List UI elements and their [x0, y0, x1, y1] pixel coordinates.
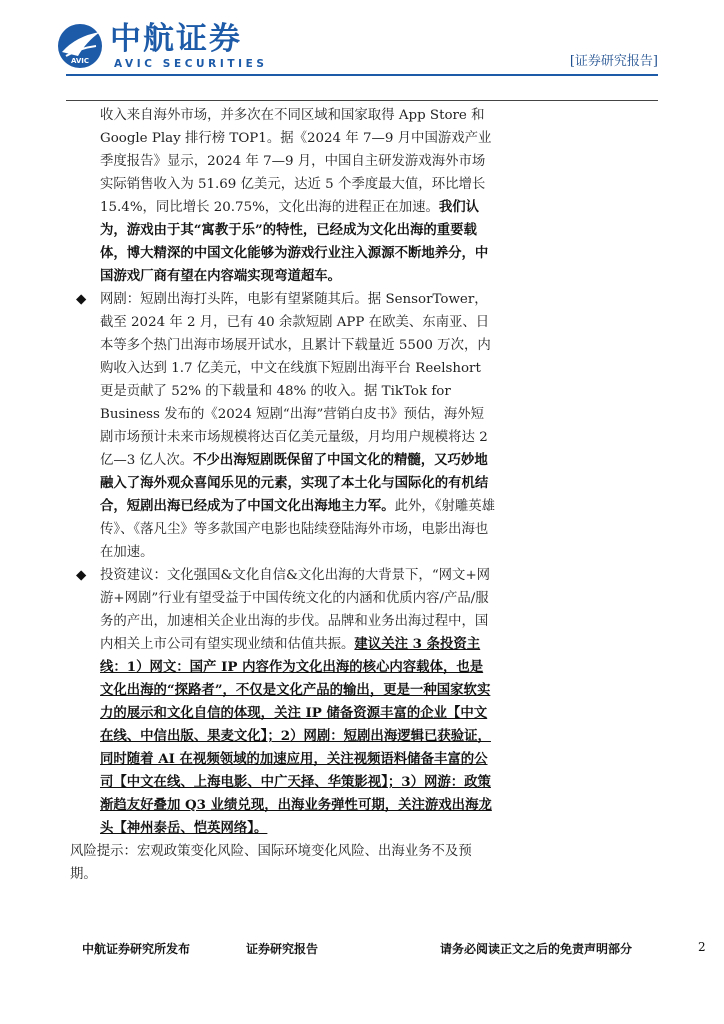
bullet-investment-advice — [76, 564, 496, 840]
investment-main-lines: 建议关注 3 条投资主线：1）网文：国产 IP 内容作为文化出海的核心内容载体，也是文化出海的“探路者”，不仅是文化产品的输出，更是一种国家软实力的展示和文化自信的体现，关注 IP 储备资源丰富的企业【中文在线、中信出版、果麦文化】；2）网剧：短剧出海逻辑已获验证，同时随着 AI 在视频领域的加速应用，关注视频语料储备丰富的公司【中文在线、上海电影、中广天择、华策影视】；3）网游：政策渐趋友好叠加 Q3 业绩兑现，出海业务弹性可期，关注游戏出海龙头【神州泰岳、恺英网络】。 — [100, 636, 492, 836]
investment-label: 投资建议： — [100, 568, 167, 583]
web-drama-conclusion: 不少出海短剧既保留了中国文化的精髓，又巧妙地融入了海外观众喜闻乐见的元素，实现了本土化与国际化的有机结合，短剧出海已经成为了中国文化出海地主力军。 — [100, 452, 489, 514]
footer-report-type: 证券研究报告 — [246, 942, 319, 956]
games-conclusion: 我们认为，游戏由于其“寓教于乐”的特性，已经成为文化出海的重要载体，博大精深的中国文化能够为游戏行业注入源源不断地养分，中国游戏厂商有望在内容端实现弯道超车。 — [100, 199, 489, 284]
games-text: 收入来自海外市场，并多次在不同区域和国家取得 App Store 和 Google Play 排行榜 TOP1。据《2024 年 7—9 月中国游戏产业季度报告》显示，2024 年 7—9 月，中国自主研发游戏海外市场实际销售收入为 51.69 亿美元，达近 5 个季度最大值，环比增长 15.4%，同比增长 20.75%，文化出海的进程正在加速。 — [100, 108, 492, 215]
diamond-bullet-icon: ◆ — [76, 568, 87, 583]
content-top-rule — [66, 100, 658, 101]
brand-name-cn: 中航证券 — [110, 21, 242, 57]
web-drama-text: 短剧出海打头阵，电影有望紧随其后。据 SensorTower，截至 2024 年 2 月，已有 40 余款短剧 APP 在欧美、东南亚、日本等多个热门出海市场展开试水，且累计下载量近 5500 万次，内购收入达到 1.7 亿美元，中文在线旗下短剧出海平台 Reelshort 更是贡献了 52% 的下载量和 48% 的收入。据 TikTok for Business 发布的《2024 短剧“出海”营销白皮书》预估，海外短剧市场预计未来市场规模将达百亿美元量级，月均用户规模将达 2 亿—3 亿人次。 — [100, 292, 491, 468]
diamond-bullet-icon: ◆ — [76, 292, 87, 307]
report-type-tag: [证券研究报告] — [569, 54, 658, 69]
header-divider — [66, 74, 658, 76]
games-paragraph-continued — [76, 104, 496, 288]
risk-warning: 风险提示：宏观政策变化风险、国际环境变化风险、出海业务不及预期。 — [70, 844, 472, 882]
brand-name-en: AVIC SECURITIES — [114, 58, 268, 70]
page-footer — [0, 936, 724, 960]
web-drama-movies: 此外，《射雕英雄传》、《落凡尘》等多款国产电影也陆续登陆海外市场，电影出海也在加速。 — [100, 499, 496, 560]
bullet-web-drama — [76, 288, 496, 564]
avic-logo-icon — [56, 22, 104, 70]
page-number: 2 — [698, 940, 706, 954]
page-header — [0, 0, 724, 100]
report-body — [70, 104, 496, 886]
footer-publisher: 中航证券研究所发布 — [82, 942, 191, 956]
web-drama-label: 网剧： — [100, 292, 141, 307]
logo-text: AVIC — [70, 57, 90, 65]
footer-disclaimer-note: 请务必阅读正文之后的免责声明部分 — [440, 942, 633, 956]
investment-text: 文化强国&文化自信&文化出海的大背景下，“网文+网游+网剧”行业有望受益于中国传统文化的内涵和优质内容/产品/服务的产出，加速相关企业出海的步伐。品牌和业务出海过程中，国内相关上市公司有望实现业绩和估值共振。 — [100, 568, 491, 652]
